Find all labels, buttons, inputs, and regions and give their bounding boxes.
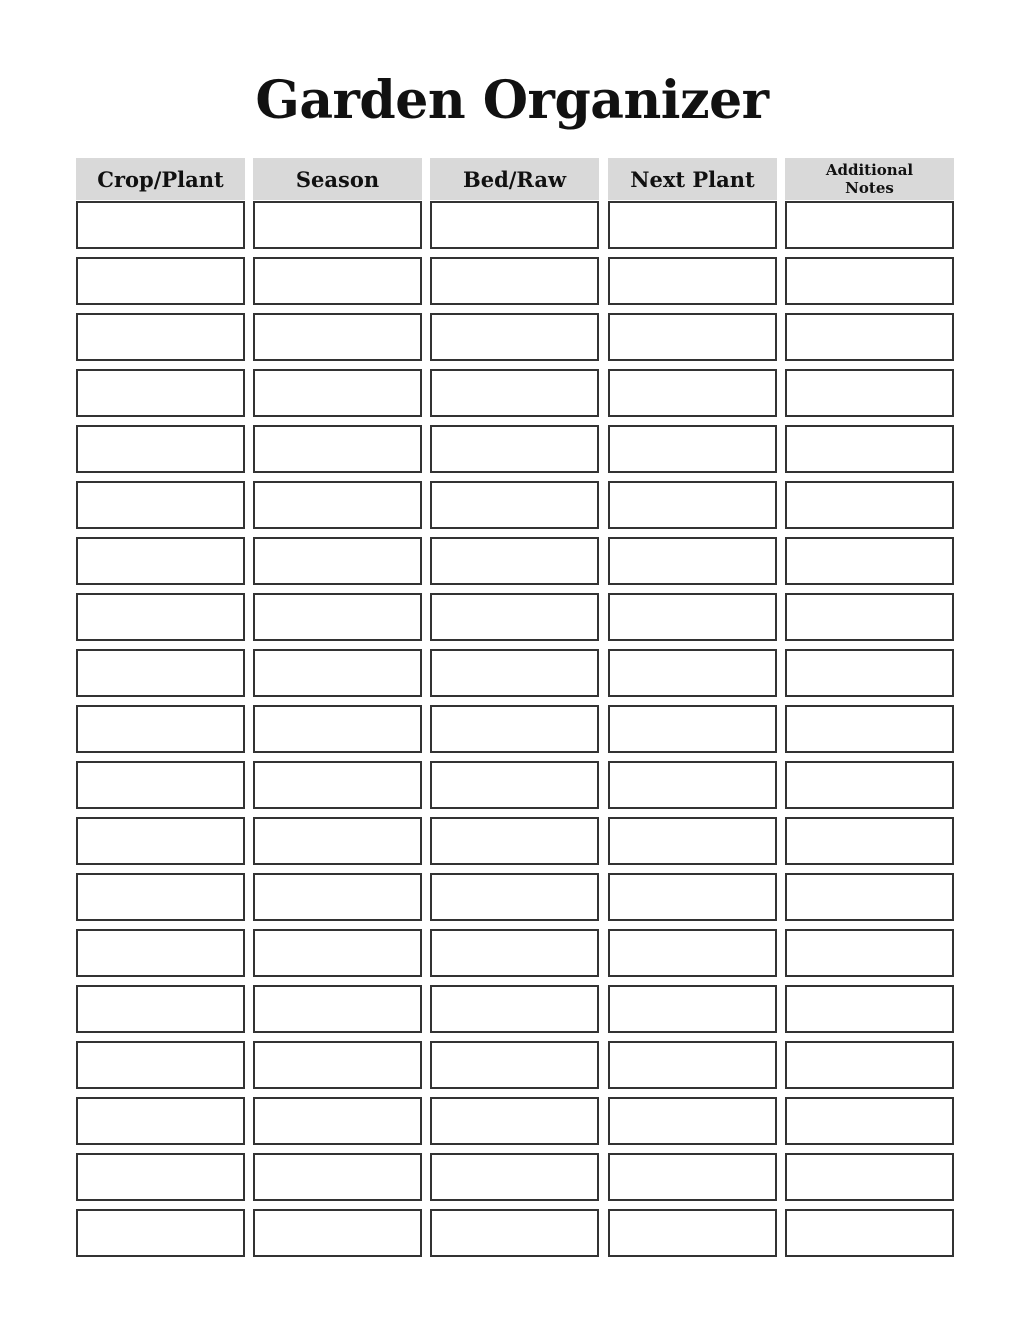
cell-season-row-19[interactable] — [253, 1209, 422, 1257]
cell-crop-plant-row-10[interactable] — [76, 705, 245, 753]
cell-additional-notes-row-13[interactable] — [785, 873, 954, 921]
cell-crop-plant-row-11[interactable] — [76, 761, 245, 809]
cell-additional-notes-row-12[interactable] — [785, 817, 954, 865]
cell-season-row-1[interactable] — [253, 201, 422, 249]
cell-season-row-18[interactable] — [253, 1153, 422, 1201]
cell-bed-raw-row-17[interactable] — [430, 1097, 599, 1145]
cell-season-row-5[interactable] — [253, 425, 422, 473]
cell-season-row-10[interactable] — [253, 705, 422, 753]
header-season: Season — [253, 158, 422, 200]
cell-crop-plant-row-5[interactable] — [76, 425, 245, 473]
cell-next-plant-row-16[interactable] — [608, 1041, 777, 1089]
cell-next-plant-row-7[interactable] — [608, 537, 777, 585]
cell-crop-plant-row-18[interactable] — [76, 1153, 245, 1201]
cell-next-plant-row-11[interactable] — [608, 761, 777, 809]
cell-additional-notes-row-19[interactable] — [785, 1209, 954, 1257]
cell-additional-notes-row-8[interactable] — [785, 593, 954, 641]
cell-bed-raw-row-15[interactable] — [430, 985, 599, 1033]
cell-crop-plant-row-2[interactable] — [76, 257, 245, 305]
cell-bed-raw-row-6[interactable] — [430, 481, 599, 529]
cell-season-row-8[interactable] — [253, 593, 422, 641]
cell-bed-raw-row-13[interactable] — [430, 873, 599, 921]
cell-bed-raw-row-18[interactable] — [430, 1153, 599, 1201]
cell-season-row-3[interactable] — [253, 313, 422, 361]
cell-crop-plant-row-7[interactable] — [76, 537, 245, 585]
cell-additional-notes-row-18[interactable] — [785, 1153, 954, 1201]
cell-additional-notes-row-17[interactable] — [785, 1097, 954, 1145]
page-title: Garden Organizer — [255, 70, 769, 131]
cell-next-plant-row-19[interactable] — [608, 1209, 777, 1257]
cell-crop-plant-row-4[interactable] — [76, 369, 245, 417]
cell-crop-plant-row-6[interactable] — [76, 481, 245, 529]
cell-crop-plant-row-14[interactable] — [76, 929, 245, 977]
cell-season-row-15[interactable] — [253, 985, 422, 1033]
cell-next-plant-row-17[interactable] — [608, 1097, 777, 1145]
cell-crop-plant-row-12[interactable] — [76, 817, 245, 865]
cell-season-row-14[interactable] — [253, 929, 422, 977]
cell-bed-raw-row-11[interactable] — [430, 761, 599, 809]
cell-crop-plant-row-8[interactable] — [76, 593, 245, 641]
cell-season-row-16[interactable] — [253, 1041, 422, 1089]
cell-additional-notes-row-9[interactable] — [785, 649, 954, 697]
cell-next-plant-row-1[interactable] — [608, 201, 777, 249]
cell-additional-notes-row-14[interactable] — [785, 929, 954, 977]
header-bed-raw: Bed/Raw — [430, 158, 599, 200]
cell-next-plant-row-4[interactable] — [608, 369, 777, 417]
cell-crop-plant-row-3[interactable] — [76, 313, 245, 361]
cell-next-plant-row-14[interactable] — [608, 929, 777, 977]
cell-additional-notes-row-6[interactable] — [785, 481, 954, 529]
cell-next-plant-row-5[interactable] — [608, 425, 777, 473]
cell-season-row-12[interactable] — [253, 817, 422, 865]
cell-bed-raw-row-1[interactable] — [430, 201, 599, 249]
cell-bed-raw-row-19[interactable] — [430, 1209, 599, 1257]
cell-bed-raw-row-14[interactable] — [430, 929, 599, 977]
cell-bed-raw-row-9[interactable] — [430, 649, 599, 697]
cell-next-plant-row-9[interactable] — [608, 649, 777, 697]
cell-bed-raw-row-2[interactable] — [430, 257, 599, 305]
cell-crop-plant-row-1[interactable] — [76, 201, 245, 249]
cell-additional-notes-row-7[interactable] — [785, 537, 954, 585]
cell-additional-notes-row-10[interactable] — [785, 705, 954, 753]
cell-additional-notes-row-11[interactable] — [785, 761, 954, 809]
cell-additional-notes-row-3[interactable] — [785, 313, 954, 361]
cell-season-row-6[interactable] — [253, 481, 422, 529]
cell-bed-raw-row-5[interactable] — [430, 425, 599, 473]
cell-season-row-11[interactable] — [253, 761, 422, 809]
cell-season-row-17[interactable] — [253, 1097, 422, 1145]
cell-crop-plant-row-16[interactable] — [76, 1041, 245, 1089]
cell-additional-notes-row-5[interactable] — [785, 425, 954, 473]
cell-next-plant-row-6[interactable] — [608, 481, 777, 529]
header-additional-notes-line1: Additional — [825, 161, 914, 179]
cell-crop-plant-row-9[interactable] — [76, 649, 245, 697]
cell-next-plant-row-10[interactable] — [608, 705, 777, 753]
cell-bed-raw-row-12[interactable] — [430, 817, 599, 865]
cell-additional-notes-row-2[interactable] — [785, 257, 954, 305]
cell-bed-raw-row-4[interactable] — [430, 369, 599, 417]
cell-bed-raw-row-10[interactable] — [430, 705, 599, 753]
cell-additional-notes-row-1[interactable] — [785, 201, 954, 249]
cell-next-plant-row-15[interactable] — [608, 985, 777, 1033]
cell-bed-raw-row-3[interactable] — [430, 313, 599, 361]
header-next-plant: Next Plant — [608, 158, 777, 200]
cell-next-plant-row-8[interactable] — [608, 593, 777, 641]
cell-bed-raw-row-8[interactable] — [430, 593, 599, 641]
cell-next-plant-row-12[interactable] — [608, 817, 777, 865]
cell-crop-plant-row-15[interactable] — [76, 985, 245, 1033]
cell-next-plant-row-13[interactable] — [608, 873, 777, 921]
cell-additional-notes-row-16[interactable] — [785, 1041, 954, 1089]
cell-next-plant-row-18[interactable] — [608, 1153, 777, 1201]
header-additional-notes — [785, 158, 954, 200]
cell-additional-notes-row-15[interactable] — [785, 985, 954, 1033]
cell-bed-raw-row-16[interactable] — [430, 1041, 599, 1089]
cell-season-row-13[interactable] — [253, 873, 422, 921]
cell-next-plant-row-3[interactable] — [608, 313, 777, 361]
header-crop-plant: Crop/Plant — [76, 158, 245, 200]
cell-crop-plant-row-17[interactable] — [76, 1097, 245, 1145]
cell-season-row-9[interactable] — [253, 649, 422, 697]
header-additional-notes-line2: Notes — [845, 179, 894, 197]
cell-season-row-7[interactable] — [253, 537, 422, 585]
cell-next-plant-row-2[interactable] — [608, 257, 777, 305]
cell-season-row-4[interactable] — [253, 369, 422, 417]
cell-crop-plant-row-19[interactable] — [76, 1209, 245, 1257]
cell-additional-notes-row-4[interactable] — [785, 369, 954, 417]
cell-crop-plant-row-13[interactable] — [76, 873, 245, 921]
cell-season-row-2[interactable] — [253, 257, 422, 305]
cell-bed-raw-row-7[interactable] — [430, 537, 599, 585]
